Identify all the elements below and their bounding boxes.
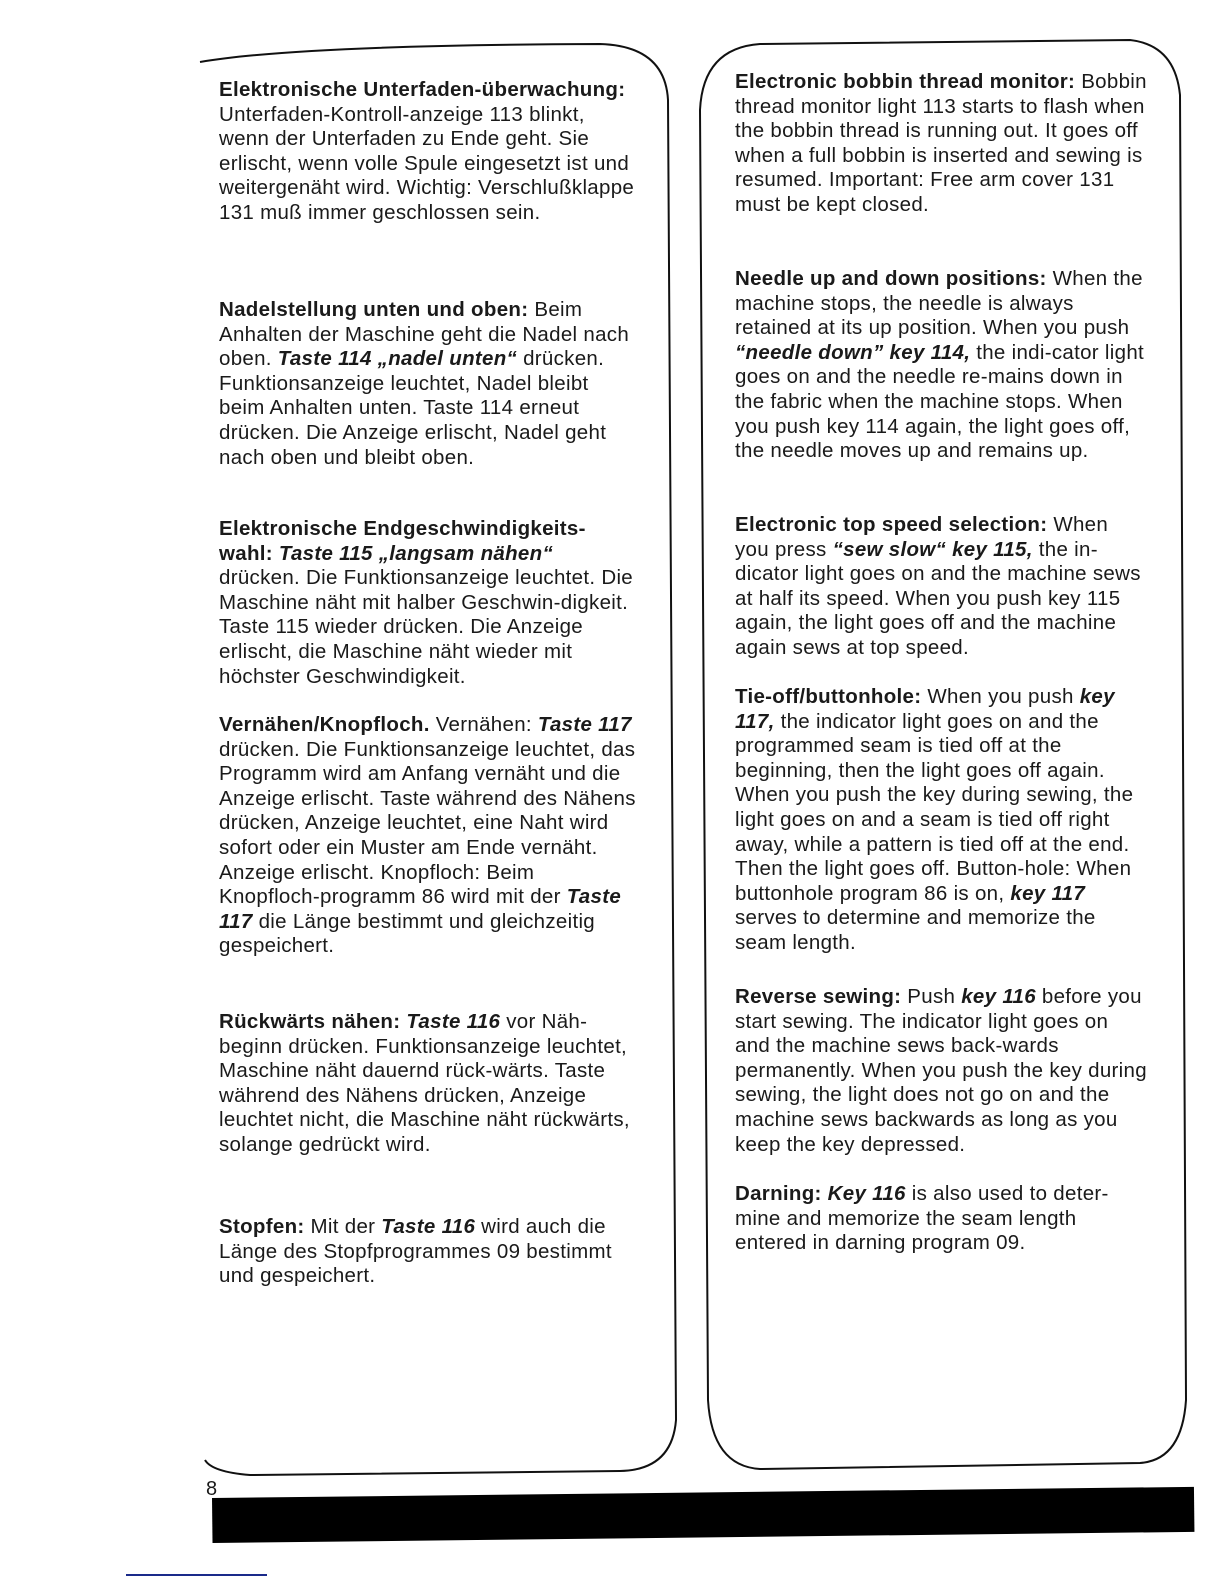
paragraph-text: Beim Anhalten der Maschine geht die Nadel nach oben. <box>219 298 630 371</box>
paragraph-heading: Electronic bobbin thread monitor: <box>735 70 1082 93</box>
key-reference: Key 116 <box>827 1182 906 1205</box>
blue-rule <box>126 1574 267 1576</box>
paragraph-text: the indi-cator light goes on and the needle re-mains down in the fabric when the machine stops. When you push key 114 again, the light goes off, the needle moves up and remains up. <box>735 340 1145 463</box>
paragraph <box>735 513 1147 661</box>
paragraph-heading: Rückwärts nähen: <box>219 1010 407 1033</box>
paragraph-text: Unterfaden-Kontroll-anzeige 113 blinkt, wenn der Unterfaden zu Ende geht. Sie erlischt, wenn volle Spule eingesetzt ist und weitergenäht wird. Wichtig: Verschlußklappe 131 muß immer geschlossen sein. <box>219 102 635 224</box>
paragraph-text: serves to determine and memorize the seam length. <box>735 906 1096 954</box>
paragraph-heading: Needle up and down positions: <box>735 267 1053 290</box>
paragraph-heading: Reverse sewing: <box>735 985 908 1008</box>
paragraph <box>735 985 1147 1157</box>
paragraph <box>219 298 639 470</box>
paragraph-text: Bobbin thread monitor light 113 starts to flash when the bobbin thread is running out. It goes off when a full bobbin is inserted and sewing is resumed. Important: Free arm cover 131 must be kept closed. <box>735 70 1147 216</box>
paragraph-heading: Nadelstellung unten und oben: <box>219 298 535 321</box>
paragraph <box>735 685 1147 956</box>
paragraph <box>735 267 1147 464</box>
key-reference: key 116 <box>961 985 1036 1008</box>
paragraph-text: before you start sewing. The indicator light goes on and the machine sews back-wards permanently. When you push the key during sewing, the light does not go on and the machine sews backwards as long as you keep the key depressed. <box>735 985 1147 1156</box>
paragraph <box>219 78 639 226</box>
paragraph <box>219 713 639 959</box>
paragraph <box>735 70 1147 218</box>
paragraph <box>219 1215 639 1289</box>
paragraph <box>735 1182 1147 1256</box>
paragraph-text: die Länge bestimmt und gleichzeitig gespeichert. <box>219 909 596 958</box>
paragraph-text: the in-dicator light goes on and the machine sews at half its speed. When you push key 115 again, the light goes off and the machine again sews at top speed. <box>735 537 1141 659</box>
paragraph-text: wird auch die Länge des Stopfprogrammes 09 bestimmt und gespeichert. <box>219 1215 612 1288</box>
paragraph-heading: Vernähen/Knopfloch. <box>219 713 436 736</box>
key-reference: Taste 116 <box>406 1010 501 1033</box>
key-reference: “needle down” key 114, <box>735 340 971 364</box>
paragraph-heading: Darning: <box>735 1182 828 1205</box>
paragraph-text: is also used to deter-mine and memorize the seam length entered in darning program 09. <box>735 1182 1109 1255</box>
page-number: 8 <box>206 1478 218 1500</box>
paragraph-text: vor Näh-beginn drücken. Funktionsanzeige leuchtet, Maschine näht dauernd rück-wärts. Taste während des Nähens drücken, Anzeige leuchtet nicht, die Maschine näht rückwärts, solange gedrückt wird. <box>219 1010 630 1156</box>
paragraph <box>219 517 639 689</box>
key-reference: key 117 <box>1010 881 1086 905</box>
paragraph-text: Vernähen: <box>435 713 538 736</box>
paragraph-text: drücken. Die Funktionsanzeige leuchtet, das Programm wird am Anfang vernäht und die Anzeige erlischt. Taste während des Nähens drücken, Anzeige leuchtet, eine Naht wird sofort oder ein Muster am Ende vernäht. Anzeige erlischt. Knopfloch: Beim Knopfloch-programm 86 wird mit der <box>219 737 636 909</box>
key-reference: Taste 114 „nadel unten“ <box>277 347 518 371</box>
paragraph-heading: Electronic top speed selection: <box>735 513 1054 536</box>
paragraph-text: When the machine stops, the needle is always retained at its up position. When you push <box>735 267 1143 340</box>
paragraph-text: When you press <box>735 513 1109 561</box>
paragraph-heading: Elektronische Endgeschwindigkeits-wahl: <box>219 517 586 565</box>
key-reference: “sew slow“ key 115, <box>832 537 1033 561</box>
paragraph-text: the indicator light goes on and the programmed seam is tied off at the beginning, then the light goes off again. When you push the key during sewing, the light goes on and a seam is tied off right away, while a pattern is tied off at the end. Then the light goes off. Button-hole: When buttonhole program 86 is on, <box>735 709 1134 905</box>
key-reference: Taste 115 „langsam nähen“ <box>278 541 553 565</box>
key-reference: key 117, <box>735 685 1115 733</box>
key-reference: Taste 116 <box>381 1215 476 1238</box>
paragraph-text: drücken. Die Funktionsanzeige leuchtet. Die Maschine näht mit halber Geschwin-digkeit. Taste 115 wieder drücken. Die Anzeige erlischt, die Maschine näht wieder mit höchster Geschwindigkeit. <box>219 566 634 688</box>
paragraph-text: drücken. Funktionsanzeige leuchtet, Nadel bleibt beim Anhalten unten. Taste 114 erneut drücken. Die Anzeige erlischt, Nadel geht nach oben und bleibt oben. <box>219 347 607 469</box>
paragraph-heading: Stopfen: <box>219 1215 311 1238</box>
paragraph-text: When you push <box>927 685 1080 708</box>
key-reference: Taste 117 <box>219 885 622 933</box>
paragraph-heading: Elektronische Unterfaden-überwachung: <box>219 78 626 101</box>
paragraph-heading: Tie-off/buttonhole: <box>735 685 928 708</box>
key-reference: Taste 117 <box>537 713 632 736</box>
paragraph-text: Mit der <box>310 1215 382 1238</box>
paragraph <box>219 1010 639 1158</box>
paragraph-text: Push <box>907 985 962 1008</box>
